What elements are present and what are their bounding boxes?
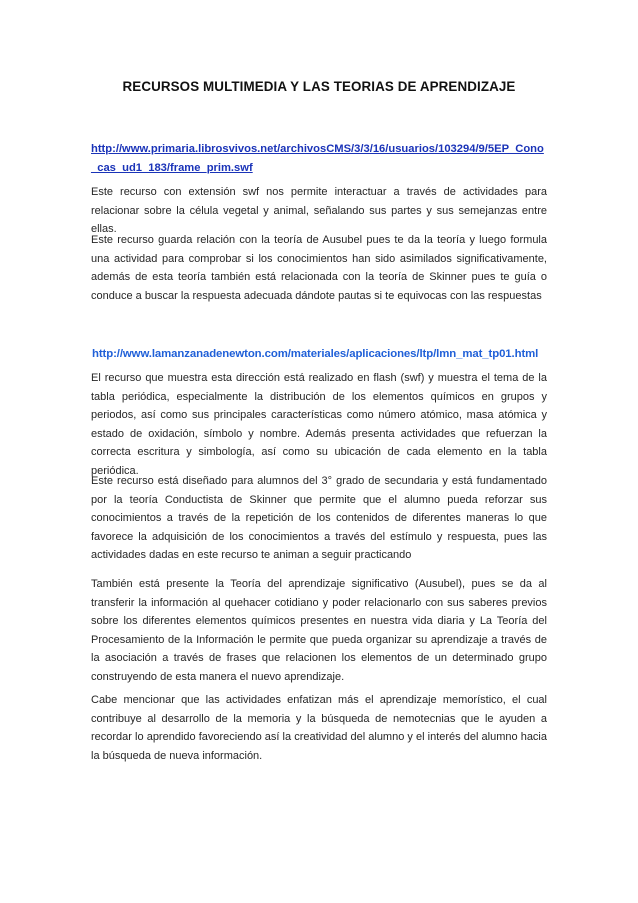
paragraph-swf-description: Este recurso con extensión swf nos permite interactuar a través de actividades para relacionar sobre la célula vegetal y animal, señalando sus partes y sus semejanzas entre ellas. bbox=[91, 186, 547, 236]
paragraph-conductista: Este recurso está diseñado para alumnos del 3° grado de secundaria y está fundamentado por la teoría Conductista de Skinner que permite que el alumno pueda reforzar sus conocimientos a través de la repetición de los contenidos de diferentes maneras lo que favorece la adquisición de los conocimientos a través del estímulo y respuesta, pues las actividades dadas en este recurso te animan a seguir practicando bbox=[91, 475, 547, 562]
resource-link-librosvivos[interactable]: http://www.primaria.librosvivos.net/archivosCMS/3/3/16/usuarios/103294/9/5EP_Cono_cas_ud1_183/frame_prim.swf bbox=[91, 143, 544, 174]
document-title: RECURSOS MULTIMEDIA Y LAS TEORIAS DE APRENDIZAJE bbox=[122, 79, 516, 94]
paragraph-ausubel-skinner: Este recurso guarda relación con la teoría de Ausubel pues te da la teoría y luego formula una actividad para comprobar si los conocimientos han sido asimilados significativamente, además de esta teoría también está relacionada con la teoría de Skinner pues te guía o conduce a buscar la respuesta adecuada dándote pautas si te equivocas con las respuestas bbox=[91, 234, 547, 302]
paragraph-memoristico: Cabe mencionar que las actividades enfatizan más el aprendizaje memorístico, el cual contribuye al desarrollo de la memoria y la búsqueda de nemotecnias que le ayuden a recordar lo aprendido favoreciendo así la creatividad del alumno y el interés del alumno hacia la búsqueda de nueva información. bbox=[91, 694, 547, 762]
paragraph-flash-periodic-table: El recurso que muestra esta dirección está realizado en flash (swf) y muestra el tema de la tabla periódica, especialmente la distribución de los elementos químicos en grupos y periodos, así como sus principales características como número atómico, masa atómica y estado de oxidación, símbolo y nombre. Además presenta actividades que refuerzan la correcta escritura y simbología, así como su ubicación de cada elemento en la tabla periódica. bbox=[91, 372, 547, 477]
resource-link-manzanadenewton[interactable]: http://www.lamanzanadenewton.com/materiales/aplicaciones/ltp/lmn_mat_tp01.html bbox=[92, 348, 539, 360]
paragraph-aprendizaje-significativo: También está presente la Teoría del aprendizaje significativo (Ausubel), pues se da al transferir la información al quehacer cotidiano y poder relacionarlo con sus saberes previos sobre los diferentes elementos químicos presentes en nuestra vida diaria y La Teoría del Procesamiento de la Información le permite que pueda organizar su aprendizaje a través de la asociación a través de frases que relacionen los elementos de un determinado grupo construyendo de esta manera el nuevo aprendizaje. bbox=[91, 578, 547, 683]
